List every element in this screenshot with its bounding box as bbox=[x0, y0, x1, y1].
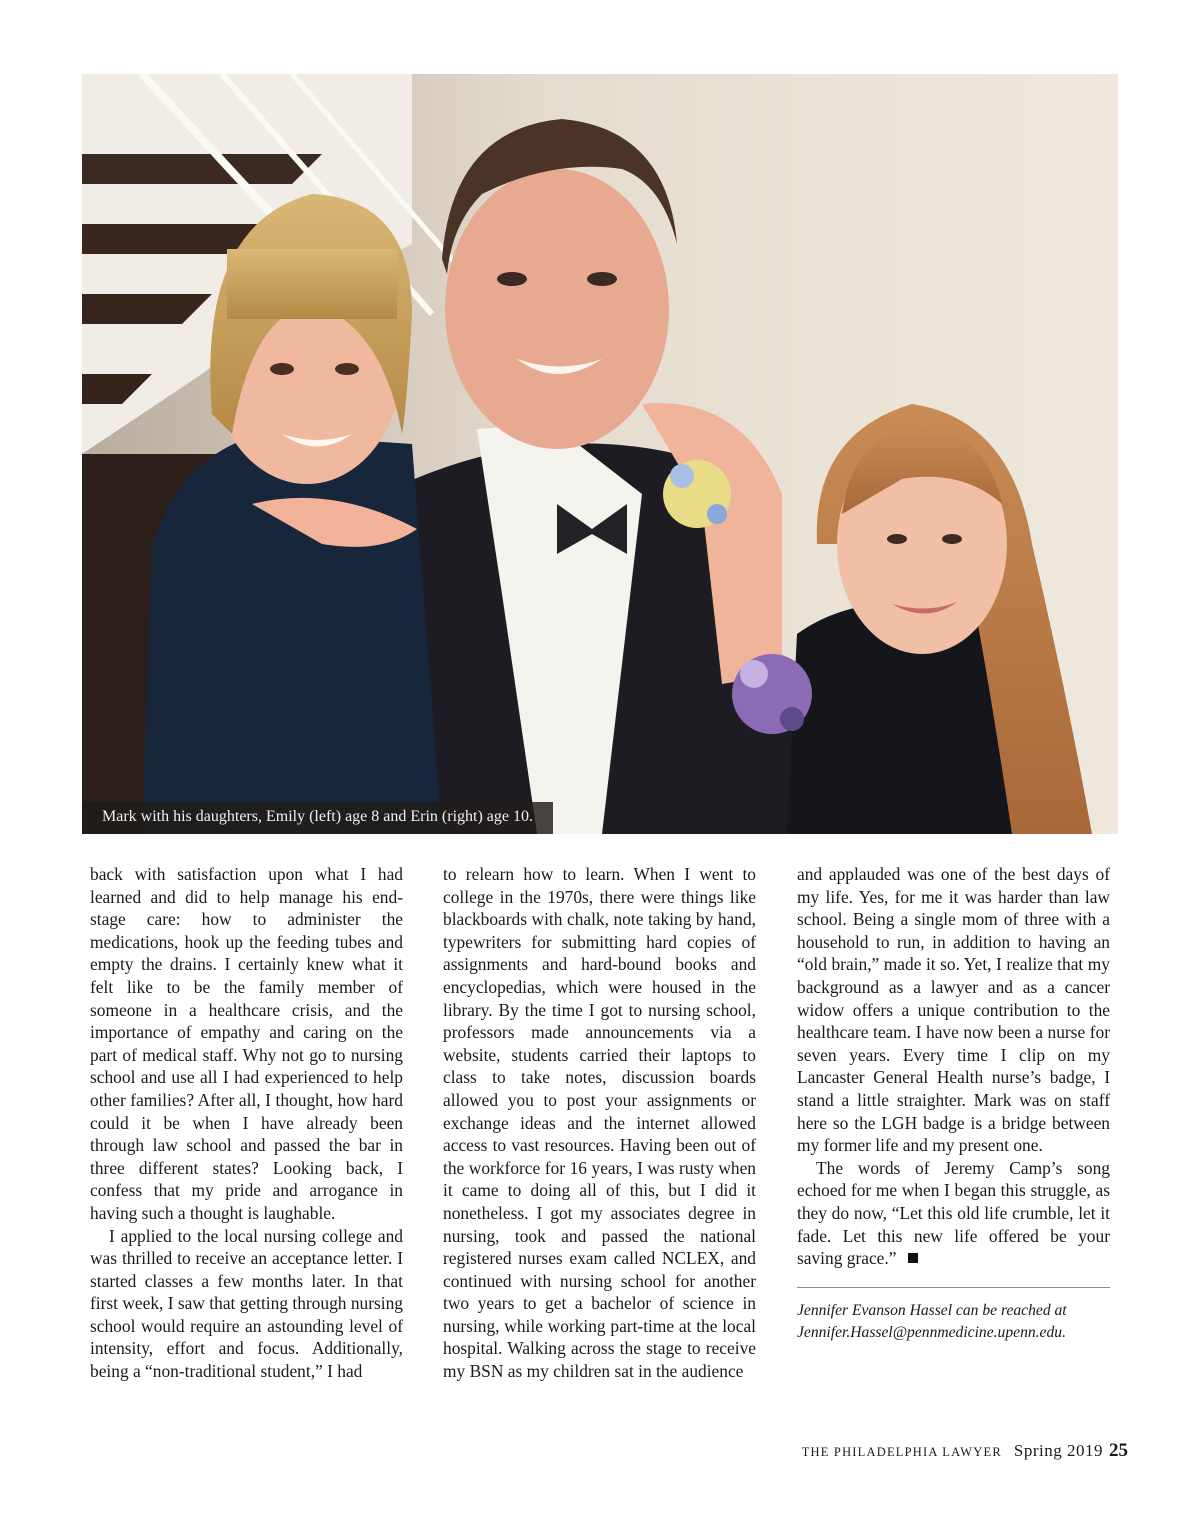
paragraph-text: The words of Jeremy Camp’s song echoed for me when I began this struggle, as they do now, “Let this old life crumble, let it fade. Let this new life offered be your saving grace.” bbox=[797, 1157, 1110, 1269]
paragraph: I applied to the local nursing college and was thrilled to receive an acceptance letter. I started classes a few months later. In that first week, I saw that getting through nursing school would require an astounding level of intensity, effort and focus. Additionally, being a “non-traditional student,” I had bbox=[90, 1225, 403, 1382]
article-column-2 bbox=[443, 863, 756, 1383]
paragraph: back with satisfaction upon what I had learned and did to help manage his end-stage care: how to administer the medications, hook up the feeding tubes and empty the drains. I certainly knew what it felt like to be the family member of someone in a healthcare crisis, and the importance of empathy and caring on the part of medical staff. Why not go to nursing school and use all I had experienced to help other families? After all, I thought, how hard could it be when I have already been through law school and passed the bar in three different states? Looking back, I confess that my pride and arrogance in having such a thought is laughable. bbox=[90, 864, 403, 1223]
page-number: 25 bbox=[1109, 1440, 1128, 1461]
page-footer bbox=[802, 1440, 1128, 1462]
article-column-3 bbox=[797, 863, 1110, 1344]
divider bbox=[797, 1287, 1110, 1288]
paragraph: and applauded was one of the best days of my life. Yes, for me it was harder than law school. Being a single mom of three with a household to run, in addition to having an “old brain,” made it so. Yet, I realize that my background as a lawyer and as a cancer widow offers a unique contribution to the healthcare team. I have now been a nurse for seven years. Every time I clip on my Lancaster General Health nurse’s badge, I stand a little straighter. Mark was on staff here so the LGH badge is a bridge between my former life and my present one. bbox=[797, 864, 1110, 1156]
paragraph-final bbox=[797, 1157, 1110, 1270]
publication-name: THE PHILADELPHIA LAWYER bbox=[801, 1445, 1002, 1459]
photo-illustration bbox=[82, 74, 1118, 834]
family-photo bbox=[82, 74, 1118, 834]
issue-date: Spring 2019 bbox=[1013, 1441, 1103, 1460]
end-of-article-mark bbox=[908, 1253, 918, 1263]
photo-caption: Mark with his daughters, Emily (left) age 8 and Erin (right) age 10. bbox=[82, 802, 553, 834]
author-note: Jennifer Evanson Hassel can be reached at Jennifer.Hassel@pennmedicine.upenn.edu. bbox=[797, 1301, 1067, 1341]
paragraph: to relearn how to learn. When I went to college in the 1970s, there were things like blackboards with chalk, note taking by hand, typewriters for submitting hard copies of assignments and hard-bound books and encyclopedias, which were housed in the library. By the time I got to nursing school, professors made announcements via a website, students carried their laptops to class to take notes, discussion boards allowed you to post your assignments or exchange ideas and the internet allowed access to vast resources. Having been out of the workforce for 16 years, I was rusty when it came to doing all of this, but I did it nonetheless. I got my associates degree in nursing, took and passed the national registered nurses exam called NCLEX, and continued with nursing school for another two years to get a bachelor of science in nursing, while working part-time at the local hospital. Walking across the stage to receive my BSN as my children sat in the audience bbox=[443, 864, 756, 1382]
article-column-1 bbox=[90, 863, 403, 1383]
